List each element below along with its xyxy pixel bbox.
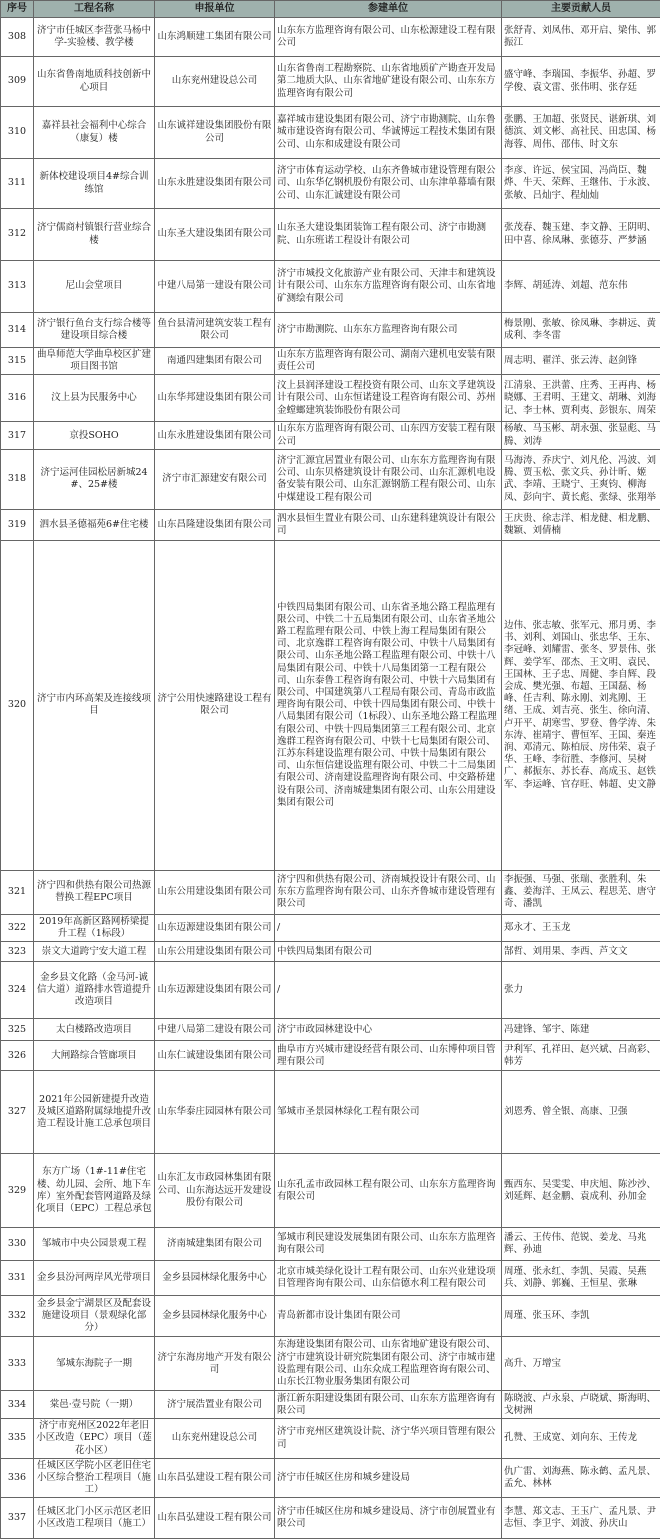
contributors-cell: 李辉、胡延涛、刘超、范东伟 bbox=[502, 261, 660, 313]
participating-units-cell: 山东圣大建设集团装饰工程有限公司、济宁市勘测院、山东班诺工程设计有限公司 bbox=[275, 209, 502, 261]
project-name-cell: 济宁市兖州区2022年老旧小区改造（EPC）项目（莲花小区） bbox=[34, 1419, 155, 1459]
row-number-cell: 333 bbox=[1, 1337, 34, 1391]
participating-units-cell: 东海建设集团有限公司、山东省地矿建设有限公司、济宁市建筑设计研究院集团有限公司、济宁市城市建设监理有限公司、山东众成工程监理咨询有限公司、山东长江物业服务集团有限公司 bbox=[275, 1337, 502, 1391]
table-row bbox=[1, 1458, 660, 1498]
project-name-cell: 崇文大道跨宁安大道工程 bbox=[34, 942, 155, 962]
row-number-cell: 327 bbox=[1, 1071, 34, 1154]
applicant-unit-cell: 山东兖州建设总公司 bbox=[155, 1419, 275, 1459]
participating-units-cell: 济宁市勘测院、山东东方监理咨询有限公司 bbox=[275, 313, 502, 348]
row-number-cell: 309 bbox=[1, 57, 34, 107]
project-name-cell: 济宁银行鱼台支行综合楼等建设项目综合楼 bbox=[34, 313, 155, 348]
participating-units-cell: 北京市城美绿化设计工程有限公司、山东兴业建设项目管理咨询有限公司、山东信德水利工程有限公司 bbox=[275, 1261, 502, 1296]
applicant-unit-cell: 济宁市汇源建安有限公司 bbox=[155, 449, 275, 509]
project-name-cell: 汶上县为民服务中心 bbox=[34, 375, 155, 422]
contributors-cell: 杨敏、马玉彬、胡永强、张显彪、马腾、刘涛 bbox=[502, 422, 660, 449]
contributors-cell: 甄西东、吴雯雯、申庆旭、陈沙沙、刘延辉、赵金鹏、袁成利、孙加金 bbox=[502, 1154, 660, 1228]
contributors-cell: 江清泉、王洪蕾、庄秀、王再冉、杨晓娜、王君明、王建文、胡琳、刘海记、李士林、贾利夷、彭银东、周荣 bbox=[502, 375, 660, 422]
participating-units-cell: 邹城市利民建设发展集团有限公司、山东东方监理咨询有限公司 bbox=[275, 1228, 502, 1261]
contributors-cell: 陈晓波、卢永泉、卢晓斌、斯海明、戈树洲 bbox=[502, 1391, 660, 1419]
applicant-unit-cell: 金乡县园林绿化服务中心 bbox=[155, 1296, 275, 1337]
project-name-cell: 济宁市任城区李营张马杨中学-实验楼、教学楼 bbox=[34, 18, 155, 57]
participating-units-cell: 汶上县润泽建设工程投资有限公司、山东文孚建筑设计有限公司、山东恒诺建设工程咨询有限公司、苏州金螳螂建筑装饰股份有限公司 bbox=[275, 375, 502, 422]
applicant-unit-cell: 山东迈源建设集团有限公司 bbox=[155, 914, 275, 941]
participating-units-cell: 山东孔孟市政园林工程有限公司、山东东方监理咨询有限公司 bbox=[275, 1154, 502, 1228]
contributors-cell: 周志明、翟洋、张云涛、赵剑锋 bbox=[502, 348, 660, 375]
row-number-cell: 310 bbox=[1, 107, 34, 159]
applicant-unit-cell: 山东华泰庄园园林有限公司 bbox=[155, 1071, 275, 1154]
table-row bbox=[1, 1391, 660, 1419]
project-name-cell: 棠邑·壹号院（一期） bbox=[34, 1391, 155, 1419]
applicant-unit-cell: 山东兖州建设总公司 bbox=[155, 57, 275, 107]
project-name-cell: 新体校建设项目4#综合训练馆 bbox=[34, 159, 155, 209]
table-row bbox=[1, 261, 660, 313]
row-number-cell: 334 bbox=[1, 1391, 34, 1419]
row-number-cell: 316 bbox=[1, 375, 34, 422]
row-number-cell: 337 bbox=[1, 1498, 34, 1539]
project-name-cell: 金乡县文化路（金马河-诚信大道）道路排水管道提升改造项目 bbox=[34, 962, 155, 1019]
contributors-cell: 周瑾、张玉环、李凯 bbox=[502, 1296, 660, 1337]
table-row bbox=[1, 449, 660, 509]
participating-units-cell: 济宁市任城区住房和城乡建设局、济宁市创展置业有限公司 bbox=[275, 1498, 502, 1539]
project-name-cell: 济宁四和供热有限公司热源替换工程EPC项目 bbox=[34, 870, 155, 914]
applicant-unit-cell: 山东圣大建设集团有限公司 bbox=[155, 209, 275, 261]
contributors-cell: 周瑾、张永红、李凯、吴霞、吴燕兵、刘静、郭巍、王恒星、张琳 bbox=[502, 1261, 660, 1296]
applicant-unit-cell: 山东华邦建设集团有限公司 bbox=[155, 375, 275, 422]
table-row bbox=[1, 1261, 660, 1296]
contributors-cell: 张鹏、王加超、张贤民、谌新琪、刘德滨、刘文彬、高社民、田忠国、杨海蓉、周伟、邵伟、时文东 bbox=[502, 107, 660, 159]
contributors-cell: 尹利军、孔祥田、赵兴斌、吕高彩、韩芳 bbox=[502, 1041, 660, 1071]
row-number-cell: 324 bbox=[1, 962, 34, 1019]
table-row bbox=[1, 1019, 660, 1041]
participating-units-cell: / bbox=[275, 914, 502, 941]
project-name-cell: 邹城市中央公园景观工程 bbox=[34, 1228, 155, 1261]
row-number-cell: 318 bbox=[1, 449, 34, 509]
project-name-cell: 任城区区学院小区老旧住宅小区综合整治工程项目（施工） bbox=[34, 1458, 155, 1498]
contributors-cell: 潘云、王传伟、范锐、姜龙、马兆辉、孙迪 bbox=[502, 1228, 660, 1261]
row-number-cell: 336 bbox=[1, 1458, 34, 1498]
table-row bbox=[1, 1498, 660, 1539]
project-name-cell: 金乡县金宁湖景区及配套设施建设项目（景观绿化部分） bbox=[34, 1296, 155, 1337]
row-number-cell: 322 bbox=[1, 914, 34, 941]
row-number-cell: 326 bbox=[1, 1041, 34, 1071]
participating-units-cell: 邹城市圣景园林绿化工程有限公司 bbox=[275, 1071, 502, 1154]
row-number-cell: 315 bbox=[1, 348, 34, 375]
project-name-cell: 邹城东海院子一期 bbox=[34, 1337, 155, 1391]
table-row bbox=[1, 870, 660, 914]
contributors-cell: 张茂春、魏玉建、李文静、王阴明、田中喜、徐凤琳、张德芬、严梦涵 bbox=[502, 209, 660, 261]
header-participants: 参建单位 bbox=[275, 1, 502, 18]
applicant-unit-cell: 鱼台县清河建筑安装工程有限公司 bbox=[155, 313, 275, 348]
contributors-cell: 刘恩秀、曾全银、高康、卫强 bbox=[502, 1071, 660, 1154]
participating-units-cell: 济宁市兖州区建筑设计院、济宁华兴项目管理有限公司 bbox=[275, 1419, 502, 1459]
applicant-unit-cell: 南通四建集团有限公司 bbox=[155, 348, 275, 375]
applicant-unit-cell: 山东迈源建设集团有限公司 bbox=[155, 962, 275, 1019]
applicant-unit-cell: 山东诚祥建设集团股份有限公司 bbox=[155, 107, 275, 159]
applicant-unit-cell: 中建八局第二建设有限公司 bbox=[155, 1019, 275, 1041]
applicant-unit-cell: 山东公用建设集团有限公司 bbox=[155, 870, 275, 914]
contributors-cell: 高升、万增宝 bbox=[502, 1337, 660, 1391]
row-number-cell: 314 bbox=[1, 313, 34, 348]
contributors-cell: 冯建锋、邹宇、陈建 bbox=[502, 1019, 660, 1041]
table-row bbox=[1, 1228, 660, 1261]
contributors-cell: 马海涛、乔庆宁、刘凡伦、冯波、刘腾、贾玉松、张文兵、孙计昕、姬武、李靖、王晓宁、王爽钧、柳海凤、彭向宇、黄长彪、张绿、张翔举 bbox=[502, 449, 660, 509]
participating-units-cell: 中铁四局集团有限公司、山东省圣地公路工程监理有限公司、中铁二十五局集团有限公司、山东省圣地公路工程监理有限公司、中铁上海工程局集团有限公司、北京逸群工程咨询有限公司、中铁十八局集团有限公司、山东圣地公路工程监理有限公司、中铁十八局集团有限公司、中铁十八局集团第一工程有限公司、山东泰鲁工程咨询有限公司、中铁十六局集团有限公司、中国建筑第八工程局有限公司、青岛市政监理咨询有限公司、中铁十四局集团有限公司、中铁十八局集团有限公司（1标段）、山东圣地公路工程监理有限公司、中铁十四局集团第三工程有限公司、北京逸群工程咨询有限公司、中铁十七局集团有限公司、江苏东科建设监理有限公司、中铁十局集团有限公司、山东恒信建设监理有限公司、中铁二十二局集团有限公司、济南建设监理咨询有限公司、中交路桥建设有限公司、济南城建集团有限公司、山东公用建设集团有限公司 bbox=[275, 540, 502, 870]
row-number-cell: 331 bbox=[1, 1261, 34, 1296]
project-name-cell: 济宁市内环高架及连接线项目 bbox=[34, 540, 155, 870]
contributors-cell: 盛守峰、李瑞国、李振华、孙超、罗学俊、袁文雷、张伟明、张存廷 bbox=[502, 57, 660, 107]
applicant-unit-cell: 济宁东海房地产开发有限公司 bbox=[155, 1337, 275, 1391]
contributors-cell: 张力 bbox=[502, 962, 660, 1019]
contributors-cell: 张舒青、刘凤伟、邓开启、梁伟、郭振江 bbox=[502, 18, 660, 57]
participating-units-cell: 山东省鲁南工程勘察院、山东省地质矿产勘查开发局第二地质大队、山东省地矿建设有限公司、山东东方监理咨询有限公司 bbox=[275, 57, 502, 107]
participating-units-cell: 济宁四和供热有限公司、济南城投设计有限公司、山东东方监理咨询有限公司、山东齐鲁城市建设管理有限公司 bbox=[275, 870, 502, 914]
table-row bbox=[1, 209, 660, 261]
contributors-cell: 李慧、郑文志、王玉广、孟凡景、尹志恒、李卫宇、刘波、孙庆山 bbox=[502, 1498, 660, 1539]
participating-units-cell: 济宁市政园林建设中心 bbox=[275, 1019, 502, 1041]
table-row bbox=[1, 1296, 660, 1337]
row-number-cell: 335 bbox=[1, 1419, 34, 1459]
applicant-unit-cell: 山东永胜建设集团有限公司 bbox=[155, 422, 275, 449]
row-number-cell: 313 bbox=[1, 261, 34, 313]
project-name-cell: 尼山会堂项目 bbox=[34, 261, 155, 313]
applicant-unit-cell: 济宁展浩置业有限公司 bbox=[155, 1391, 275, 1419]
contributors-cell: 郑永才、王玉龙 bbox=[502, 914, 660, 941]
table-row bbox=[1, 348, 660, 375]
table-row bbox=[1, 313, 660, 348]
table-row bbox=[1, 1337, 660, 1391]
project-name-cell: 京投SOHO bbox=[34, 422, 155, 449]
participating-units-cell: 青岛新都市设计集团有限公司 bbox=[275, 1296, 502, 1337]
table-row bbox=[1, 375, 660, 422]
row-number-cell: 312 bbox=[1, 209, 34, 261]
table-row bbox=[1, 914, 660, 941]
contributors-cell: 李彦、许远、侯宝国、冯尚臣、魏烨、牛天、荣辉、王继伟、于永波、张敏、吕灿宇、程灿灿 bbox=[502, 159, 660, 209]
participating-units-cell: 济宁市任城区住房和城乡建设局 bbox=[275, 1458, 502, 1498]
applicant-unit-cell: 山东昌弘建设工程有限公司 bbox=[155, 1458, 275, 1498]
applicant-unit-cell: 山东汇友市政园林集团有限公司、山东海达远开发建设股份有限公司 bbox=[155, 1154, 275, 1228]
participating-units-cell: 山东东方监理咨询有限公司、山东四方安装工程有限公司 bbox=[275, 422, 502, 449]
table-row bbox=[1, 1154, 660, 1228]
applicant-unit-cell: 中建八局第一建设有限公司 bbox=[155, 261, 275, 313]
header-people: 主要贡献人员 bbox=[502, 1, 660, 18]
project-name-cell: 东方广场（1#-11#住宅楼、幼儿园、会所、地下车库）室外配套管网道路及绿化项目（EPC）工程总承包 bbox=[34, 1154, 155, 1228]
project-name-cell: 嘉祥县社会福利中心综合（康复）楼 bbox=[34, 107, 155, 159]
applicant-unit-cell: 山东昌弘建设工程有限公司 bbox=[155, 1498, 275, 1539]
row-number-cell: 308 bbox=[1, 18, 34, 57]
contributors-cell: 边伟、张志敏、张军元、邢月勇、李书、刘利、刘国山、张忠华、王东、李冠峰、刘耀雷、张冬、罗景伟、张辉、姜学军、邵杰、王文明、袁民、王国林、王子忠、周健、李自辉、段会成、樊光强、布超、王国磊、杨峰、任吉利、陈永刚、刘兆刚、王绪、王成、刘吉亮、张生、徐向清、卢开平、胡寒雪、罗登、鲁学涛、朱东涛、崔靖宇、曹恒军、王国、秦连润、邓清元、陈柏辰、房伟荣、袁子华、王峰、李衍胜、李修河、吴树广、郝振东、苏长春、高成玉、赵铁军、李运峰、官存旺、韩超、史文静 bbox=[502, 540, 660, 870]
row-number-cell: 332 bbox=[1, 1296, 34, 1337]
table-row bbox=[1, 107, 660, 159]
project-name-cell: 曲阜师范大学曲阜校区扩建项目图书馆 bbox=[34, 348, 155, 375]
project-name-cell: 2019年高新区路网桥梁提升工程（1标段） bbox=[34, 914, 155, 941]
row-number-cell: 323 bbox=[1, 942, 34, 962]
row-number-cell: 319 bbox=[1, 509, 34, 540]
table-header-row bbox=[1, 1, 660, 18]
applicant-unit-cell: 山东永胜建设集团有限公司 bbox=[155, 159, 275, 209]
contributors-cell: 李振强、马强、张瑞、张胜利、朱鑫、姜海洋、王凤云、程思芜、唐守奇、潘凯 bbox=[502, 870, 660, 914]
project-name-cell: 任城区北门小区示范区老旧小区改造工程项目（施工） bbox=[34, 1498, 155, 1539]
participating-units-cell: 浙江新东阳建设集团有限公司、山东东方监理咨询有限公司 bbox=[275, 1391, 502, 1419]
row-number-cell: 325 bbox=[1, 1019, 34, 1041]
contributors-cell: 王庆贵、徐志洋、相龙健、相龙鹏、魏颖、刘倩楠 bbox=[502, 509, 660, 540]
project-name-cell: 济宁运河佳园松居新城24#、25#楼 bbox=[34, 449, 155, 509]
participating-units-cell: 济宁市城投文化旅游产业有限公司、天津丰和建筑设计有限公司、山东东方监理咨询有限公司、山东省地矿测绘有限公司 bbox=[275, 261, 502, 313]
project-name-cell: 太白楼路改造项目 bbox=[34, 1019, 155, 1041]
applicant-unit-cell: 山东鸿顺建工集团有限公司 bbox=[155, 18, 275, 57]
participating-units-cell: 泗水县恒生置业有限公司、山东建科建筑设计有限公司 bbox=[275, 509, 502, 540]
participating-units-cell: 曲阜市方兴城市建设经营有限公司、山东博仲项目管理有限公司 bbox=[275, 1041, 502, 1071]
header-no: 序号 bbox=[1, 1, 34, 18]
table-row bbox=[1, 509, 660, 540]
table-row bbox=[1, 18, 660, 57]
participating-units-cell: / bbox=[275, 962, 502, 1019]
header-project-name: 工程名称 bbox=[34, 1, 155, 18]
table-row bbox=[1, 159, 660, 209]
project-name-cell: 济宁儒商村镇银行营业综合楼 bbox=[34, 209, 155, 261]
applicant-unit-cell: 山东公用建设集团有限公司 bbox=[155, 942, 275, 962]
project-name-cell: 大闸路综合管廊项目 bbox=[34, 1041, 155, 1071]
table-row bbox=[1, 422, 660, 449]
applicant-unit-cell: 金乡县园林绿化服务中心 bbox=[155, 1261, 275, 1296]
contributors-cell: 仇广雷、刘海燕、陈永鹤、孟凡景、孟允、林林 bbox=[502, 1458, 660, 1498]
table-row bbox=[1, 1071, 660, 1154]
row-number-cell: 311 bbox=[1, 159, 34, 209]
contributors-cell: 郜哲、刘用果、李西、芦文文 bbox=[502, 942, 660, 962]
participating-units-cell: 中铁四局集团有限公司 bbox=[275, 942, 502, 962]
participating-units-cell: 嘉祥城市建设集团有限公司、济宁市勘测院、山东鲁城市建设咨询有限公司、华诚博远工程技术集团有限公司、山东和成建设有限公司 bbox=[275, 107, 502, 159]
project-name-cell: 金乡县汾河两岸风光带项目 bbox=[34, 1261, 155, 1296]
row-number-cell: 321 bbox=[1, 870, 34, 914]
applicant-unit-cell: 山东仁诚建设集团有限公司 bbox=[155, 1041, 275, 1071]
project-name-cell: 山东省鲁南地质科技创新中心项目 bbox=[34, 57, 155, 107]
project-name-cell: 2021年公园新建提升改造及城区道路附属绿地提升改造工程设计施工总承包项目 bbox=[34, 1071, 155, 1154]
participating-units-cell: 山东东方监理咨询有限公司、山东松源建设工程有限公司 bbox=[275, 18, 502, 57]
row-number-cell: 330 bbox=[1, 1228, 34, 1261]
row-number-cell: 320 bbox=[1, 540, 34, 870]
participating-units-cell: 山东东方监理咨询有限公司、湖南六建机电安装有限责任公司 bbox=[275, 348, 502, 375]
table-row bbox=[1, 1041, 660, 1071]
header-applicant: 申报单位 bbox=[155, 1, 275, 18]
applicant-unit-cell: 济宁公用快速路建设工程有限公司 bbox=[155, 540, 275, 870]
table-row bbox=[1, 942, 660, 962]
participating-units-cell: 济宁市体育运动学校、山东齐鲁城市建设管理有限公司、山东华亿钢机股份有限公司、山东津单幕墙有限公司、山东汇诚建设有限公司 bbox=[275, 159, 502, 209]
row-number-cell: 329 bbox=[1, 1154, 34, 1228]
contributors-cell: 孔赞、王成宽、刘向东、王传龙 bbox=[502, 1419, 660, 1459]
participating-units-cell: 济宁汇源宜居置业有限公司、山东东方监理咨询有限公司、山东贝格建筑设计有限公司、山东汇源机电设备安装有限公司、山东汇源钢筋工程有限公司、山东中煤建设工程有限公司 bbox=[275, 449, 502, 509]
table-row bbox=[1, 540, 660, 870]
table-row bbox=[1, 1419, 660, 1459]
project-name-cell: 泗水县圣德福苑6#住宅楼 bbox=[34, 509, 155, 540]
applicant-unit-cell: 济南城建集团有限公司 bbox=[155, 1228, 275, 1261]
applicant-unit-cell: 山东昌隆建设集团有限公司 bbox=[155, 509, 275, 540]
table-row bbox=[1, 962, 660, 1019]
contributors-cell: 梅景刚、张敏、徐凤琳、李耕远、黄成利、李冬雷 bbox=[502, 313, 660, 348]
table-row bbox=[1, 57, 660, 107]
row-number-cell: 317 bbox=[1, 422, 34, 449]
